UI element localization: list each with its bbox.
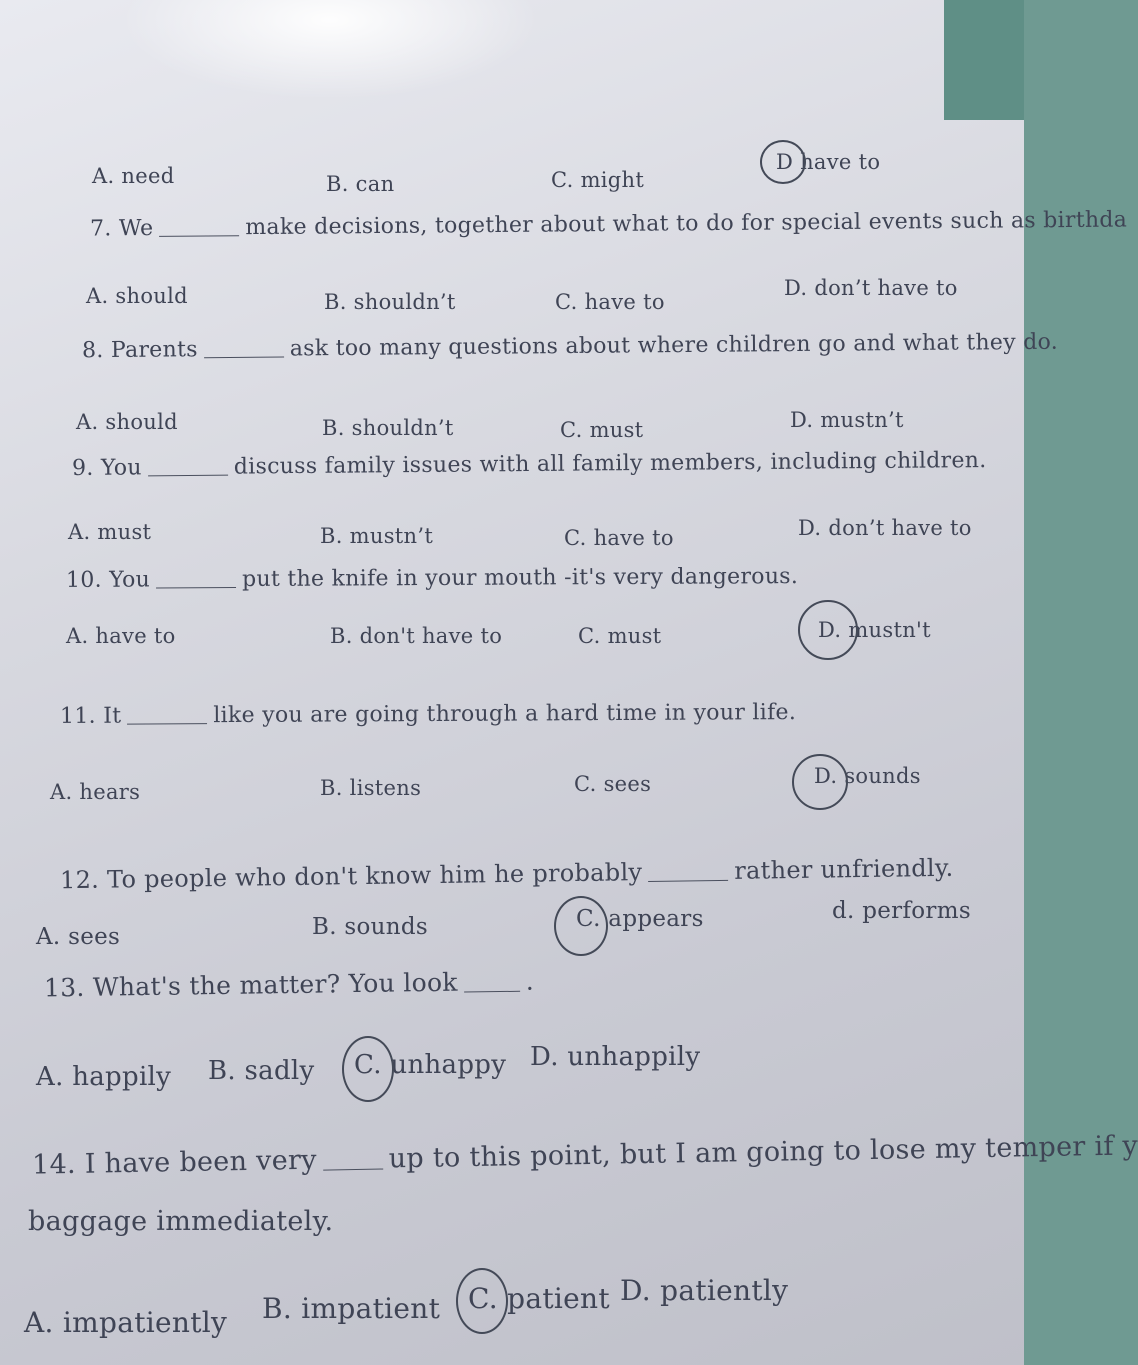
q8-option-a: A. should <box>76 410 178 434</box>
answer-blank <box>159 235 239 237</box>
question-10 <box>66 564 798 593</box>
question-13-end: . <box>525 966 535 996</box>
answer-circle-q11 <box>792 754 848 810</box>
q7-option-d: D. don’t have to <box>784 276 958 300</box>
question-14-end: up to this point, but I am going to lose my temper if y <box>388 1130 1138 1175</box>
answer-circle-q12 <box>554 896 608 956</box>
q11-option-b: B. listens <box>320 776 422 800</box>
light-glare <box>120 0 540 100</box>
question-9-start: 9. You <box>71 455 142 481</box>
q10-option-a: A. have to <box>66 624 176 648</box>
background-edge <box>944 0 1024 120</box>
q6-option-a: A. need <box>92 164 175 188</box>
q13-option-c: C. unhappy <box>354 1050 507 1080</box>
q10-option-c: C. must <box>578 624 662 648</box>
answer-blank <box>127 723 207 724</box>
q7-option-a: A. should <box>86 284 188 308</box>
q12-option-c: C. appears <box>576 906 704 932</box>
question-12-start: 12. To people who don't know him he probably <box>59 858 643 895</box>
q14-option-d: D. patiently <box>620 1274 789 1307</box>
question-11-start: 11. It <box>59 703 122 729</box>
question-8 <box>82 330 1058 364</box>
question-13-start: 13. What's the matter? You look <box>43 967 458 1003</box>
question-14-line-2: baggage immediately. <box>28 1206 334 1237</box>
q7-option-c: C. have to <box>555 290 665 314</box>
question-14 <box>32 1130 1138 1180</box>
answer-circle-q14 <box>456 1268 508 1334</box>
q9-option-b: B. mustn’t <box>320 524 434 548</box>
q13-option-d: D. unhappily <box>530 1042 701 1072</box>
question-7-start: 7. We <box>89 215 154 242</box>
q13-option-a: A. happily <box>36 1062 172 1092</box>
q11-option-c: C. sees <box>574 772 652 796</box>
question-11 <box>60 700 796 729</box>
question-10-end: put the knife in your mouth -it's very dangerous. <box>242 564 799 592</box>
answer-blank <box>464 991 520 993</box>
q8-option-d: D. mustn’t <box>790 408 904 432</box>
question-8-start: 8. Parents <box>81 337 198 364</box>
question-14-start: 14. I have been very <box>31 1144 317 1181</box>
q14-option-b: B. impatient <box>262 1292 441 1325</box>
question-13 <box>44 967 534 1003</box>
answer-blank <box>156 587 236 588</box>
q8-option-b: B. shouldn’t <box>322 416 454 440</box>
q11-option-d: D. sounds <box>814 764 921 788</box>
question-7 <box>90 207 1127 241</box>
question-8-end: ask too many questions about where children go and what they do. <box>289 329 1059 362</box>
q9-option-d: D. don’t have to <box>798 516 972 540</box>
q7-option-b: B. shouldn’t <box>324 290 456 314</box>
q6-option-d: D have to <box>776 150 881 174</box>
question-10-start: 10. You <box>65 567 151 593</box>
q8-option-c: C. must <box>560 418 644 442</box>
answer-circle-q6 <box>760 140 806 184</box>
question-9-end: discuss family issues with all family members, including children. <box>233 448 987 480</box>
q9-option-c: C. have to <box>564 526 674 550</box>
answer-blank <box>323 1169 383 1171</box>
q13-option-b: B. sadly <box>208 1056 315 1086</box>
q12-option-d: d. performs <box>832 898 971 924</box>
answer-blank <box>204 356 284 358</box>
q12-option-b: B. sounds <box>312 914 429 940</box>
q10-option-d: D. mustn't <box>818 618 931 642</box>
q6-option-b: B. can <box>326 172 395 196</box>
q12-option-a: A. sees <box>36 924 121 950</box>
answer-circle-q13 <box>342 1036 394 1102</box>
q9-option-a: A. must <box>68 520 152 544</box>
q11-option-a: A. hears <box>50 780 141 804</box>
answer-blank <box>648 880 728 882</box>
question-12-end: rather unfriendly. <box>734 853 954 885</box>
q14-option-a: A. impatiently <box>24 1306 228 1339</box>
question-12 <box>60 854 954 894</box>
question-7-end: make decisions, together about what to do for special events such as birthda <box>245 207 1128 241</box>
question-11-end: like you are going through a hard time in your life. <box>213 700 797 729</box>
q14-option-c: C. patient <box>468 1282 610 1315</box>
answer-circle-q10 <box>798 600 858 660</box>
q10-option-b: B. don't have to <box>330 624 503 648</box>
question-9 <box>72 448 987 481</box>
q6-option-c: C. might <box>551 168 645 192</box>
answer-blank <box>148 475 228 477</box>
